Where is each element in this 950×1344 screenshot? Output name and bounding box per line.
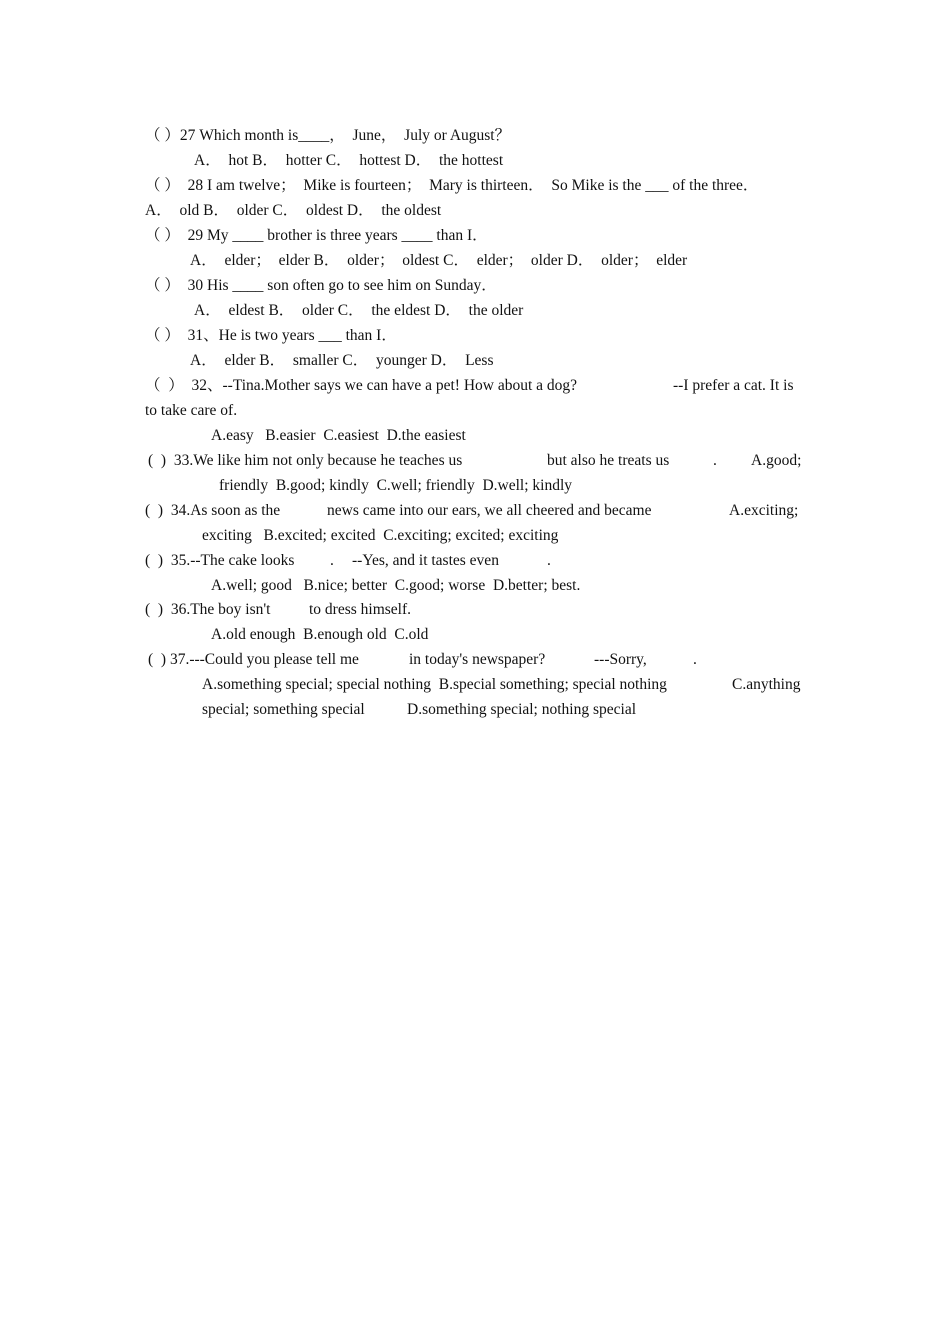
question-35-options: A.well; good B.nice; better C.good; worse D.better; best. — [211, 577, 581, 594]
question-36-stem: ( ) 36.The boy isn't — [145, 601, 271, 618]
question-32-stem-reply: --I prefer a cat. It is — [673, 377, 794, 394]
question-33-stem: ( ) 33.We like him not only because he teaches us — [148, 452, 463, 469]
question-34-option-a: A.exciting; — [729, 502, 799, 519]
question-30-options: A． eldest B． older C． the eldest D． the older — [194, 302, 524, 319]
question-37-stem-reply: ---Sorry, — [594, 651, 647, 668]
question-37-options-continued: special; something special — [202, 701, 365, 718]
question-29-options: A． elder； elder B． older； oldest C． elder； older D． older； elder — [190, 252, 688, 269]
question-35-stem-reply: --Yes, and it tastes even — [352, 552, 499, 569]
question-37-options: A.something special; special nothing B.special something; special nothing — [202, 676, 667, 693]
question-28-stem: （ ） 28 I am twelve； Mike is fourteen； Mary is thirteen． So Mike is the ___ of the three． — [145, 177, 759, 194]
question-32-stem: （ ） 32、--Tina.Mother says we can have a pet! How about a dog? — [145, 377, 578, 394]
question-33-stem-end: . — [713, 452, 717, 469]
question-27-options: A． hot B． hotter C． hottest D． the hottest — [194, 152, 504, 169]
question-35-stem: ( ) 35.--The cake looks — [145, 552, 295, 569]
question-36-options: A.old enough B.enough old C.old — [211, 626, 429, 643]
question-37-stem-end: . — [693, 651, 697, 668]
question-30-stem: （ ） 30 His ____ son often go to see him on Sunday． — [145, 277, 497, 294]
question-33-option-a: A.good; — [751, 452, 802, 469]
question-28-options: A． old B． older C． oldest D． the oldest — [145, 202, 442, 219]
question-37-option-c: C.anything — [732, 676, 801, 693]
question-34-stem: ( ) 34.As soon as the — [145, 502, 281, 519]
question-32-options: A.easy B.easier C.easiest D.the easiest — [211, 427, 466, 444]
question-37-stem-part2: in today's newspaper? — [409, 651, 546, 668]
question-37-option-d: D.something special; nothing special — [407, 701, 637, 718]
question-37-stem: ( ) 37.---Could you please tell me — [148, 651, 359, 668]
question-34-options: exciting B.excited; excited C.exciting; excited; exciting — [202, 527, 559, 544]
question-33-options: friendly B.good; kindly C.well; friendly D.well; kindly — [219, 477, 573, 494]
question-36-stem-part2: to dress himself. — [309, 601, 412, 618]
question-29-stem: （ ） 29 My ____ brother is three years ____ than I． — [145, 227, 488, 244]
question-35-stem-period: . — [330, 552, 334, 569]
question-31-options: A． elder B． smaller C． younger D． Less — [190, 352, 494, 369]
question-33-stem-part2: but also he treats us — [547, 452, 670, 469]
question-31-stem: （ ） 31、He is two years ___ than I． — [145, 327, 397, 344]
question-34-stem-part2: news came into our ears, we all cheered and became — [327, 502, 652, 519]
question-35-stem-end: . — [547, 552, 551, 569]
question-32-stem-continued: to take care of. — [145, 402, 238, 419]
question-27-stem: （ ）27 Which month is____， June， July or August？ — [145, 127, 511, 144]
